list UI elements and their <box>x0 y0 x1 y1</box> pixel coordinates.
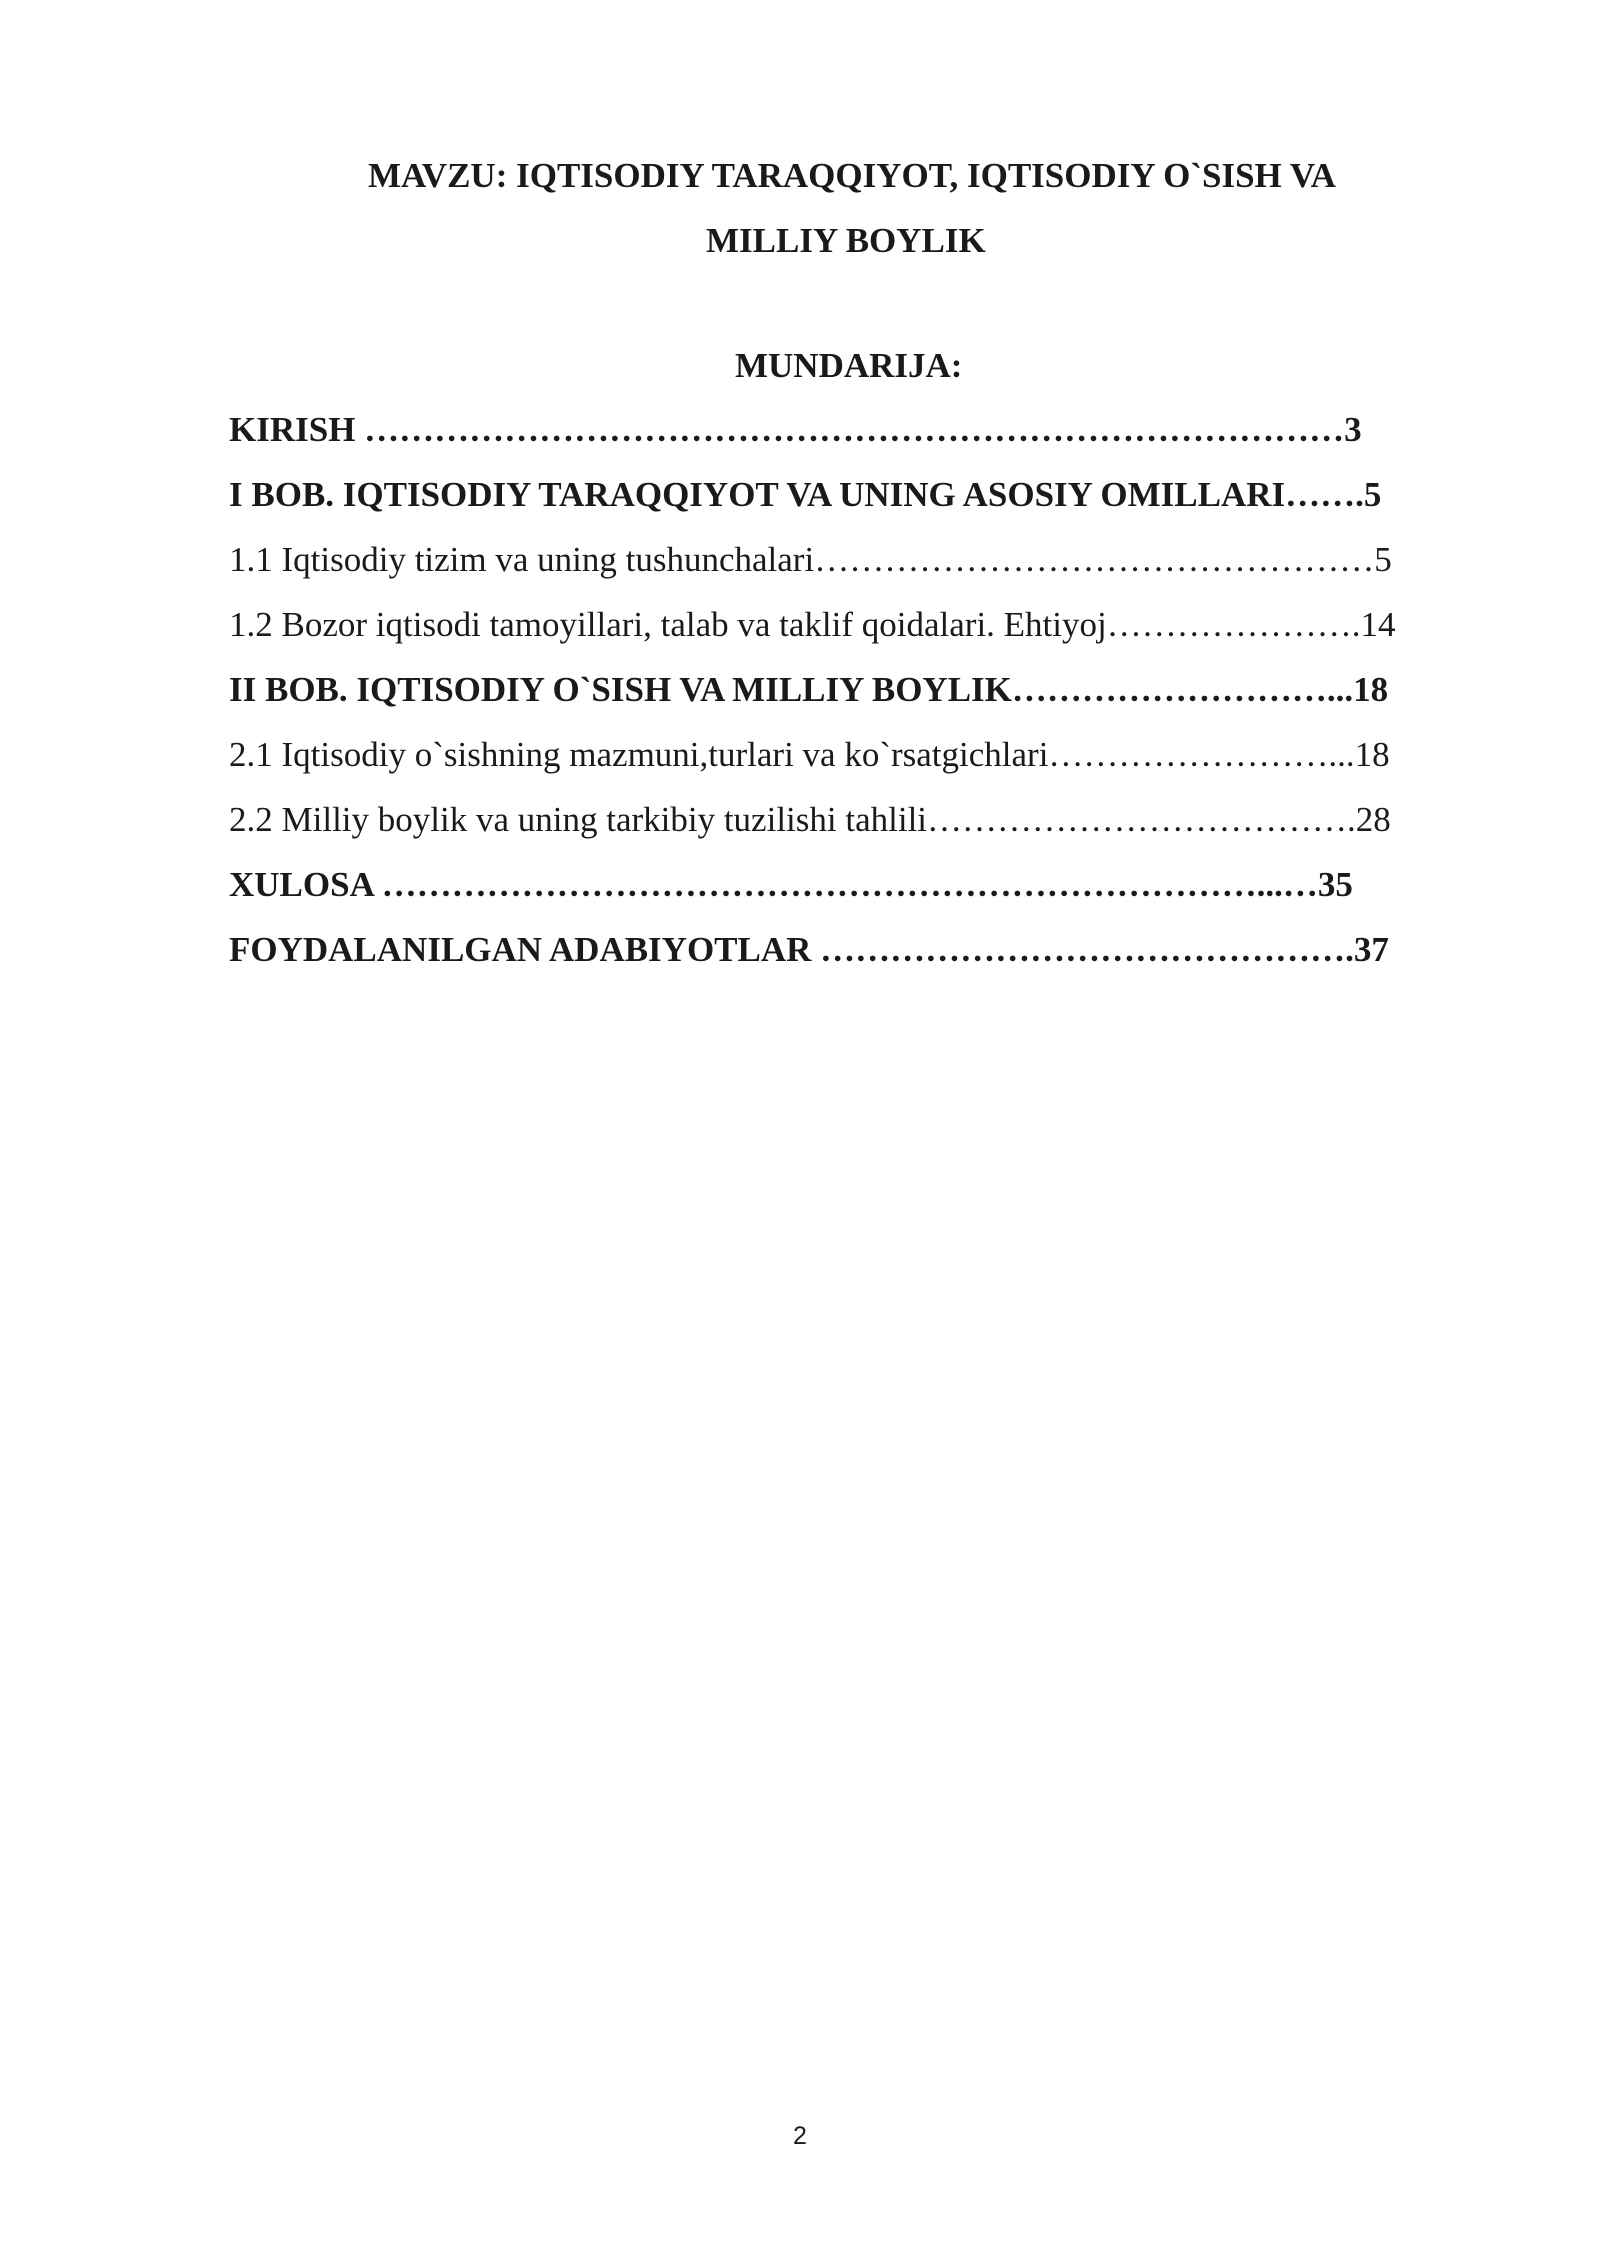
toc-entry: 2.2 Milliy boylik va uning tarkibiy tuzilishi tahlili……………………………….28 <box>229 800 1391 839</box>
document-title-line-2: MILLIY BOYLIK <box>706 221 986 260</box>
toc-entry: 1.2 Bozor iqtisodi tamoyillari, talab va taklif qoidalari. Ehtiyoj………………….14 <box>229 605 1396 644</box>
toc-entry: FOYDALANILGAN ADABIYOTLAR ……………………………………….37 <box>229 930 1389 969</box>
toc-entry: 1.1 Iqtisodiy tizim va uning tushunchalari…………………………………………5 <box>229 540 1392 579</box>
toc-entry: II BOB. IQTISODIY O`SISH VA MILLIY BOYLIK………………………...18 <box>229 670 1389 709</box>
toc-entry: I BOB. IQTISODIY TARAQQIYOT VA UNING ASOSIY OMILLARI…….5 <box>229 475 1382 514</box>
toc-entry: KIRISH …………………………………………………………………………3 <box>229 410 1362 449</box>
document-title-line-1: MAVZU: IQTISODIY TARAQQIYOT, IQTISODIY O`SISH VA <box>368 156 1336 195</box>
toc-entry: 2.1 Iqtisodiy o`sishning mazmuni,turlari va ko`rsatgichlari……………………...18 <box>229 735 1390 774</box>
page-number: 2 <box>793 2122 807 2150</box>
toc-entry: XULOSA …………………………………………………………………...…35 <box>229 865 1353 904</box>
toc-heading: MUNDARIJA: <box>735 346 963 385</box>
